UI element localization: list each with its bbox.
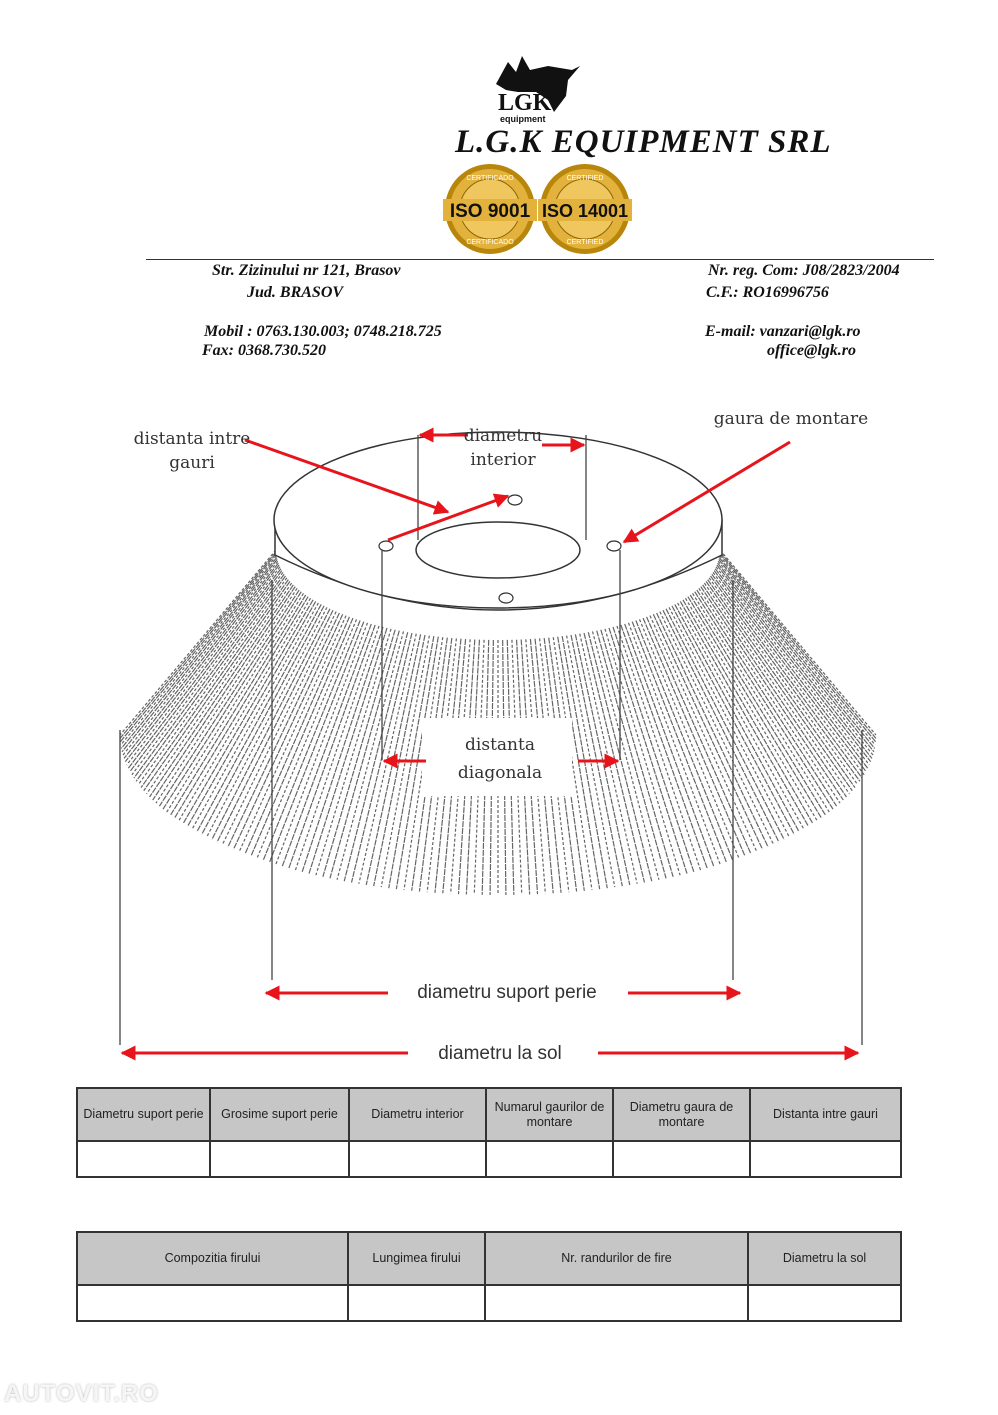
label-distanta-diagonala: distanta	[465, 735, 535, 755]
watermark: AUTOVIT.RO	[4, 1380, 159, 1407]
iso-14001-top-text: CERTIFIED	[566, 175, 604, 182]
table-header-cell: Numarul gaurilor de montare	[486, 1088, 613, 1141]
bristle-line	[715, 569, 868, 769]
bristle-line	[720, 556, 876, 745]
bristle-line	[675, 604, 799, 831]
logo-text: LGK	[498, 90, 552, 116]
bristle-line	[323, 630, 395, 877]
table-header-cell: Diametru interior	[349, 1088, 486, 1141]
bristle-line	[718, 563, 872, 758]
bristle-line	[693, 593, 830, 812]
bristle-line	[144, 581, 290, 790]
spec-table-2	[76, 1231, 902, 1322]
table-header-cell: Lungimea firului	[348, 1232, 485, 1285]
table-header-cell: Diametru la sol	[748, 1232, 901, 1285]
bristle-line	[141, 580, 288, 788]
label-diametru-interior: diametru	[463, 426, 543, 446]
bristle-line	[192, 603, 318, 829]
bristle-line	[712, 574, 862, 778]
mounting-hole	[499, 593, 513, 603]
email-line1: E-mail: vanzari@lgk.ro	[705, 323, 861, 340]
table-cell[interactable]	[348, 1285, 485, 1321]
table-cell[interactable]	[77, 1285, 348, 1321]
bristle-line	[167, 593, 304, 812]
bristle-line	[121, 556, 277, 745]
bristle-line	[128, 569, 281, 769]
label-diametru-sol: diametru la sol	[438, 1043, 562, 1064]
table-header-row	[77, 1088, 901, 1141]
label-distanta-gauri: distanta intre	[133, 429, 251, 449]
bristle-line	[289, 625, 375, 868]
bristle-line	[197, 604, 321, 831]
bristle-line	[601, 630, 673, 877]
cf-code: C.F.: RO16996756	[706, 284, 829, 301]
table-cell[interactable]	[349, 1141, 486, 1177]
table-cell[interactable]	[486, 1141, 613, 1177]
table-header-row	[77, 1232, 901, 1285]
bristle-line	[688, 597, 821, 818]
table-header-cell: Grosime suport perie	[210, 1088, 349, 1141]
bristle-line	[657, 613, 768, 847]
table-cell[interactable]	[748, 1285, 901, 1321]
address-line1: Str. Zizinului nr 121, Brasov	[212, 262, 401, 279]
iso-14001-bottom-text: CERTIFIED	[566, 239, 604, 246]
bristle-line	[175, 597, 308, 818]
header-divider	[146, 259, 934, 260]
bristle-line	[708, 580, 855, 788]
diagonal-label-box	[422, 718, 572, 796]
bristle-line	[121, 558, 276, 749]
table-header-cell: Nr. randurilor de fire	[485, 1232, 748, 1285]
logo-subtext: equipment	[500, 114, 546, 124]
table-cell[interactable]	[210, 1141, 349, 1177]
fax-number: Fax: 0368.730.520	[202, 342, 326, 359]
bristle-line	[621, 625, 707, 868]
mobile-phones: Mobil : 0763.130.003; 0748.218.725	[204, 323, 442, 340]
brush-diagram	[0, 390, 998, 1080]
table-row	[77, 1141, 901, 1177]
bristle-line	[134, 574, 284, 778]
iso-9001-label: ISO 9001	[449, 201, 531, 222]
bristle-line	[716, 567, 869, 765]
label-diametru-interior-2: interior	[470, 450, 536, 470]
label-diametru-suport: diametru suport perie	[417, 982, 597, 1003]
iso-14001-label: ISO 14001	[541, 201, 629, 221]
reg-com: Nr. reg. Com: J08/2823/2004	[708, 262, 900, 279]
table-header-cell: Distanta intre gauri	[750, 1088, 901, 1141]
bristle-line	[666, 609, 784, 840]
table-cell[interactable]	[485, 1285, 748, 1321]
table-header-cell: Diametru gaura de montare	[613, 1088, 750, 1141]
bristle-line	[212, 609, 330, 840]
bristle-line	[228, 613, 339, 847]
spec-table-1	[76, 1087, 902, 1178]
label-gaura-montare: gaura de montare	[713, 409, 869, 429]
bristle-line	[282, 624, 371, 866]
label-distanta-gauri-2: gauri	[169, 453, 215, 473]
bristle-line	[222, 612, 336, 845]
label-distanta-diagonala-2: diagonala	[457, 763, 543, 783]
iso-9001-badge	[443, 162, 537, 256]
iso-14001-badge	[538, 162, 632, 256]
bristle-line	[344, 632, 407, 881]
mounting-hole	[508, 495, 522, 505]
bristle-line	[605, 629, 680, 875]
email-line2: office@lgk.ro	[767, 342, 856, 359]
bristle-line	[720, 554, 876, 742]
bristle-line	[706, 581, 852, 790]
mounting-hole	[607, 541, 621, 551]
table-header-cell: Diametru suport perie	[77, 1088, 210, 1141]
company-name: L.G.K EQUIPMENT SRL	[455, 124, 832, 160]
bristle-line	[127, 567, 280, 765]
bristle-line	[124, 563, 278, 758]
iso-9001-bottom-text: CERTIFICADO	[466, 239, 514, 246]
bristle-line	[316, 629, 391, 875]
table-cell[interactable]	[77, 1141, 210, 1177]
table-cell[interactable]	[750, 1141, 901, 1177]
bristle-line	[625, 624, 714, 866]
company-logo	[488, 52, 588, 124]
bristle-line	[660, 612, 774, 845]
mounting-hole	[379, 541, 393, 551]
table-cell[interactable]	[613, 1141, 750, 1177]
bristle-line	[120, 554, 276, 742]
bristle-line	[678, 603, 804, 829]
bristle-line	[139, 578, 287, 785]
bristle-line	[719, 558, 874, 749]
address-line2: Jud. BRASOV	[247, 284, 344, 301]
disc-inner-hole	[416, 522, 580, 578]
table-row	[77, 1285, 901, 1321]
bristle-line	[709, 578, 857, 785]
table-header-cell: Compozitia firului	[77, 1232, 348, 1285]
iso-9001-top-text: CERTIFICADO	[466, 175, 514, 182]
